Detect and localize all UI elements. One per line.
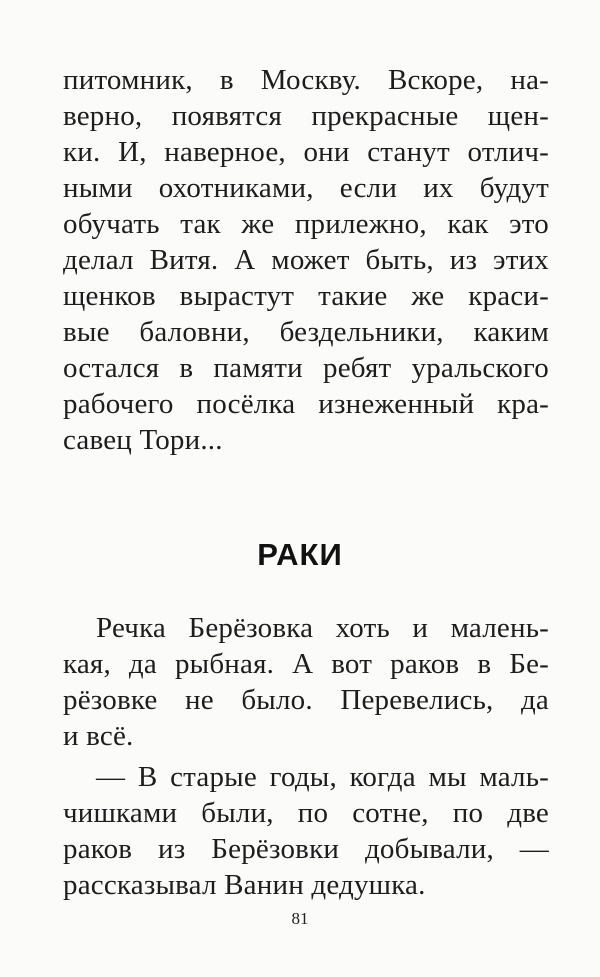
text-line: — В старые годы, когда мы маль-	[96, 761, 549, 793]
text-line: кая, да рыбная. А вот раков в Бе-	[63, 648, 549, 680]
text-line: ки. И, наверное, они станут отлич-	[63, 136, 549, 168]
text-line: раков из Берёзовки добывали, —	[63, 833, 549, 865]
text-line: делал Витя. А может быть, из этих	[63, 244, 549, 276]
text-line: питомник, в Москву. Вскоре, на-	[63, 64, 549, 96]
text-line: остался в памяти ребят уральского	[63, 352, 549, 384]
text-line: рёзовке не было. Перевелись, да	[63, 684, 549, 716]
text-line: и всё.	[63, 720, 134, 752]
text-line: рабочего посёлка изнеженный кра-	[63, 388, 549, 420]
text-line: савец Тори...	[63, 424, 223, 456]
text-line: Речка Берёзовка хоть и малень-	[96, 612, 549, 644]
text-line: обучать так же прилежно, как это	[63, 208, 549, 240]
chapter-title: РАКИ	[257, 537, 343, 572]
text-line: верно, появятся прекрасные щен-	[63, 100, 549, 132]
text-line: чишками были, по сотне, по две	[63, 797, 549, 829]
text-line: ными охотниками, если их будут	[63, 172, 549, 204]
page-number: 81	[291, 909, 309, 928]
text-line: вые баловни, бездельники, каким	[63, 316, 549, 348]
text-line: щенков вырастут такие же краси-	[63, 280, 549, 312]
text-line: рассказывал Ванин дедушка.	[63, 869, 426, 901]
